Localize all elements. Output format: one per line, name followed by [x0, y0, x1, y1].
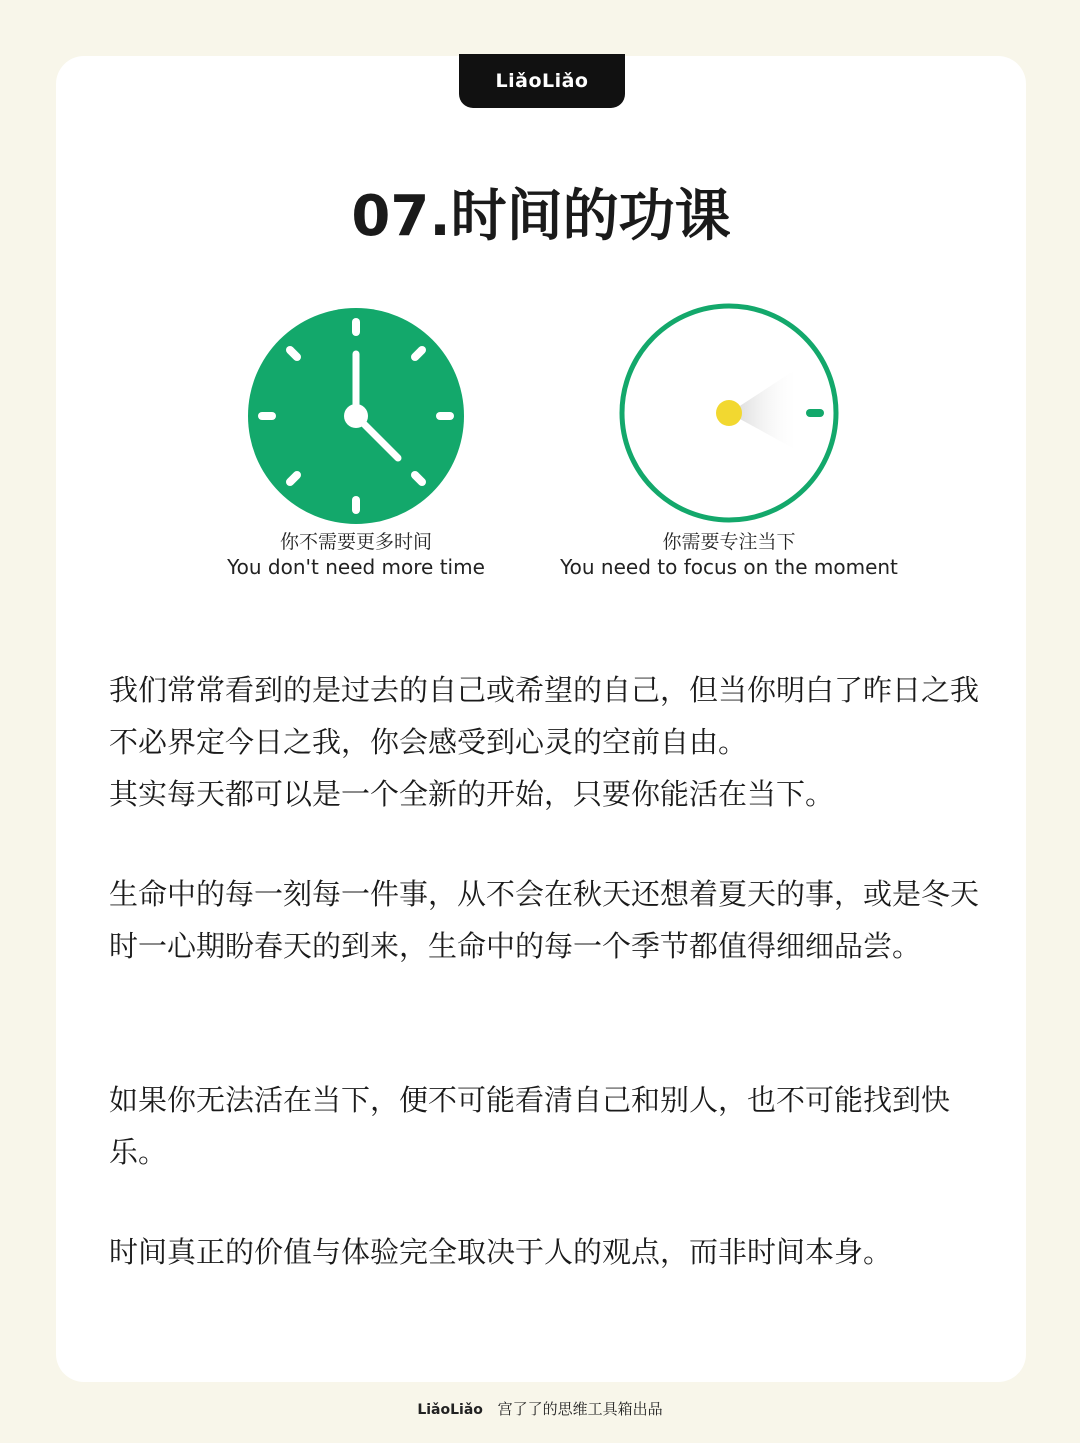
highlight-text-1: 如果你无法活在当下，便不可能看清自己和别人，也不可能找到快乐。 [109, 1083, 950, 1175]
highlight-text-2: 时间真正的价值与体验完全取决于人的观点，而非时间本身。 [109, 1235, 892, 1275]
footer [0, 1398, 1080, 1419]
clock-icon [246, 306, 466, 526]
paragraph-2: 生命中的每一刻每一件事，从不会在秋天还想着夏天的事，或是冬天时一心期盼春天的到来，生命中的每一个季节都值得细细品尝。 [109, 877, 980, 963]
focus-clock-icon [618, 302, 840, 524]
content-card [56, 56, 1026, 1382]
page-title: 07.时间的功课 [351, 184, 731, 249]
paragraph-1-line-2: 其实每天都可以是一个全新的开始，只要你能活在当下。 [109, 777, 835, 811]
paragraph-3 [109, 1074, 979, 1178]
brand-tab [459, 54, 625, 108]
brand-logo: LiǎoLiǎo [495, 70, 589, 92]
caption-left-cn: 你不需要更多时间 [279, 531, 432, 553]
caption-left [166, 530, 546, 580]
caption-right-cn: 你需要专注当下 [662, 531, 796, 553]
paragraph-1-line-1: 我们常常看到的是过去的自己或希望的自己，但当你明白了昨日之我不必界定今日之我，你会感受到心灵的空前自由。 [109, 673, 980, 759]
paragraph-4 [109, 1226, 979, 1278]
paragraph-1 [109, 664, 979, 820]
caption-right [539, 530, 919, 580]
caption-right-en: You need to focus on the moment [560, 555, 898, 579]
footer-text: 宫了了的思维工具箱出品 [497, 1400, 663, 1418]
footer-brand: LiǎoLiǎo [417, 1402, 483, 1418]
caption-left-en: You don't need more time [227, 555, 485, 579]
